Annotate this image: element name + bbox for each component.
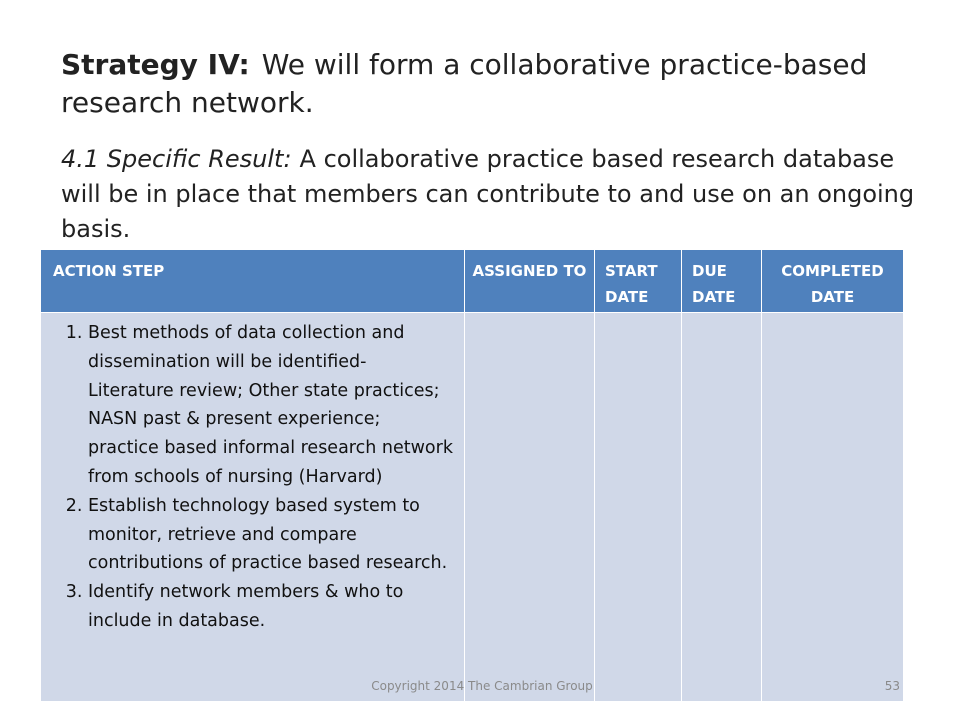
specific-result	[61, 142, 921, 247]
table-header-row	[41, 250, 904, 313]
due-date-cell	[682, 313, 762, 702]
strategy-text: We will form a collaborative practice-based research network.	[61, 48, 868, 119]
header-action-step: ACTION STEP	[41, 250, 465, 313]
list-item: 2. Establish technology based system to monitor, retrieve and compare contributions of practice based research.	[88, 492, 456, 578]
strategy-label: Strategy IV:	[61, 48, 250, 81]
page-number: 53	[884, 679, 900, 693]
completed-date-cell	[762, 313, 904, 702]
list-item: 1. Best methods of data collection and dissemination will be identified- Literature review; Other state practices; NASN past & present experience; practice based informal research network from schools of nursing (Harvard)	[88, 319, 456, 492]
header-assigned-to: ASSIGNED TO	[465, 250, 595, 313]
list-item: 3. Identify network members & who to include in database.	[88, 578, 456, 636]
action-plan-table	[40, 249, 904, 702]
header-start-date: START DATE	[595, 250, 682, 313]
action-step-cell	[41, 313, 465, 702]
table-row	[41, 313, 904, 702]
copyright-footer: Copyright 2014 The Cambrian Group	[371, 679, 593, 693]
start-date-cell	[595, 313, 682, 702]
specific-result-label: 4.1 Specific Result:	[61, 145, 292, 173]
strategy-heading	[61, 46, 921, 122]
specific-result-text: A collaborative practice based research database will be in place that members can contribute to and use on an ongoing basis.	[61, 145, 915, 243]
assigned-to-cell	[465, 313, 595, 702]
action-step-list	[41, 313, 464, 636]
header-due-date: DUE DATE	[682, 250, 762, 313]
header-completed-date: COMPLETED DATE	[762, 250, 904, 313]
